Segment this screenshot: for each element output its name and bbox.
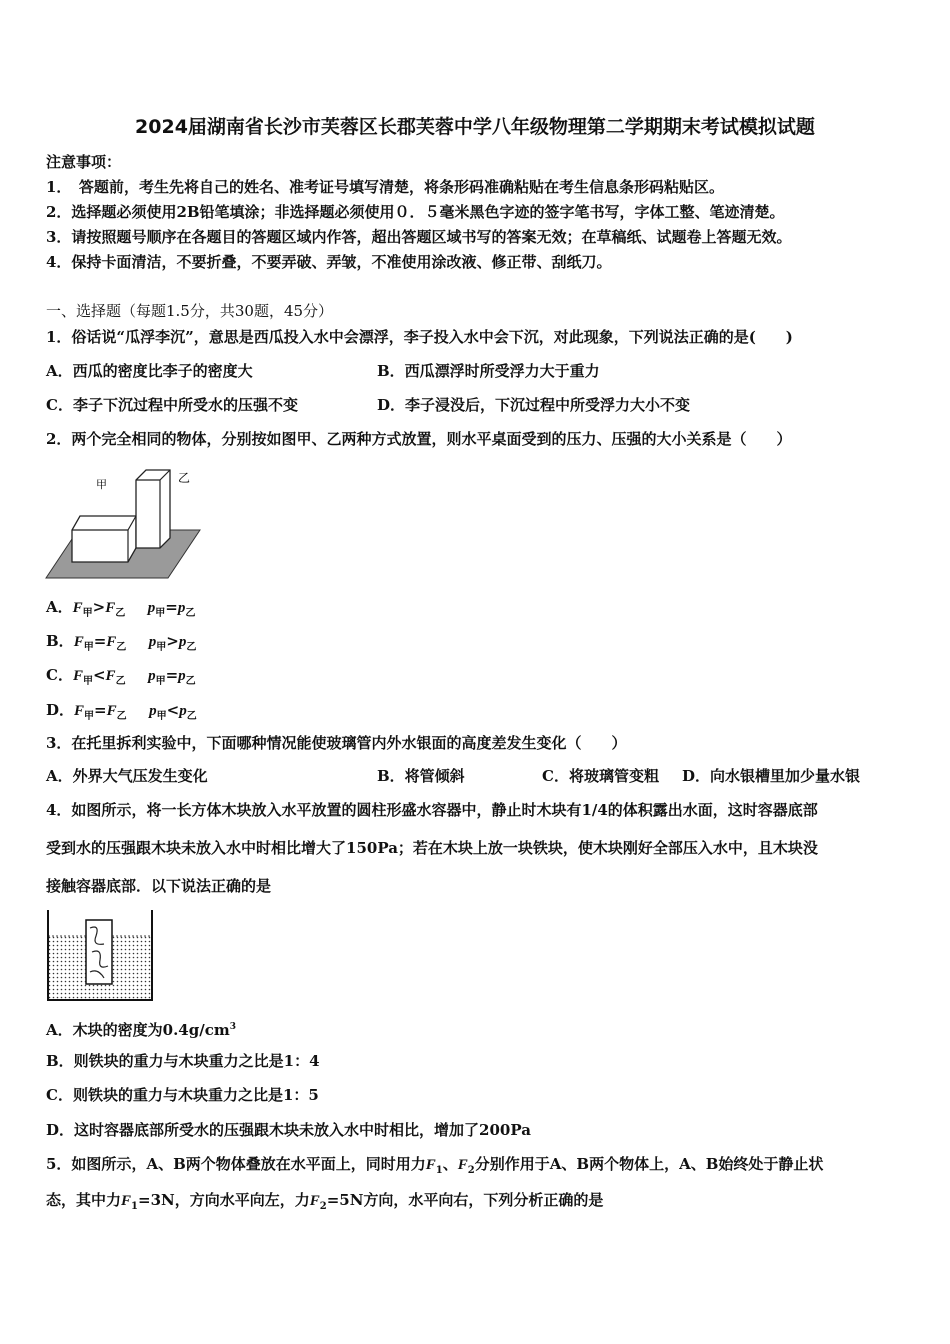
q2-option-b: B．$F_甲=F_乙$ $p_甲>p_乙$ [46,632,197,653]
q4-option-d: D．这时容器底部所受水的压强跟木块未放入水中时相比，增加了200Pa [46,1121,531,1139]
q4-option-a: A．木块的密度为$0.4g/cm^3$ [46,1021,236,1039]
q3-option-a: A．外界大气压发生变化 [46,767,208,785]
q1-option-b: B．西瓜漂浮时所受浮力大于重力 [377,362,600,380]
q1-option-a: A．西瓜的密度比李子的密度大 [46,362,253,380]
q3-option-d: D．向水银槽里加少量水银 [682,767,861,785]
notice-item: 2．选择题必须使用2B铅笔填涂；非选择题必须使用０．５毫米黑色字迹的签字笔书写，字体工整、笔迹清楚。 [46,203,785,221]
section-heading: 一、选择题（每题1.5分，共30题，45分） [46,302,334,320]
notice-heading: 注意事项： [46,153,122,171]
q2-figure [44,466,204,582]
q2-option-d: D．$F_甲=F_乙$ $p_甲<p_乙$ [46,701,197,722]
q1-option-c: C．李子下沉过程中所受水的压强不变 [46,396,298,414]
q4-figure [44,908,158,1004]
q4-option-c: C．则铁块的重力与木块重力之比是1：5 [46,1086,319,1104]
q2-option-a: A．$F_甲>F_乙$ $p_甲=p_乙$ [46,598,196,619]
notice-item: 1． 答题前，考生先将自己的姓名、准考证号填写清楚，将条形码准确粘贴在考生信息条形码粘贴区。 [46,178,724,196]
q1-option-d: D．李子浸没后，下沉过程中所受浮力大小不变 [377,396,691,414]
q4-stem-line1: 4．如图所示，将一长方体木块放入水平放置的圆柱形盛水容器中，静止时木块有1/4的体积露出水面，这时容器底部 [46,801,818,819]
q4-stem-line3: 接触容器底部．以下说法正确的是 [46,877,272,895]
q4-stem-line2: 受到水的压强跟木块未放入水中时相比增大了150Pa；若在木块上放一块铁块，使木块刚好全部压入水中，且木块没 [46,839,818,857]
q2-stem: 2．两个完全相同的物体，分别按如图甲、乙两种方式放置，则水平桌面受到的压力、压强的大小关系是（ ） [46,430,792,448]
q5-stem-line2: 态，其中力$F_1=3N$，方向水平向左，力$F_2=5N$方向，水平向右，下列分析正确的是 [46,1191,604,1212]
q4-option-b: B．则铁块的重力与木块重力之比是1：4 [46,1052,320,1070]
q1-stem: 1．俗话说“瓜浮李沉”，意思是西瓜投入水中会漂浮，李子投入水中会下沉，对此现象，下列说法正确的是( ) [46,328,793,346]
q3-stem: 3．在托里拆利实验中，下面哪种情况能使玻璃管内外水银面的高度差发生变化（ ） [46,734,627,752]
q5-stem-line1: 5．如图所示，A、B两个物体叠放在水平面上，同时用力$F_1$、$F_2$分别作用于A、B两个物体上，A、B始终处于静止状 [46,1155,824,1176]
q3-option-c: C．将玻璃管变粗 [542,767,659,785]
block-jia [72,516,136,562]
q2-option-c: C．$F_甲<F_乙$ $p_甲=p_乙$ [46,666,196,687]
notice-item: 4．保持卡面清洁，不要折叠，不要弄破、弄皱，不准使用涂改液、修正带、刮纸刀。 [46,253,612,271]
notice-item: 3．请按照题号顺序在各题目的答题区域内作答，超出答题区域书写的答案无效；在草稿纸、试题卷上答题无效。 [46,228,792,246]
q3-option-b: B．将管倾斜 [377,767,465,785]
block-yi [136,470,170,548]
label-jia: 甲 [96,478,107,491]
page-title: 2024届湖南省长沙市芙蓉区长郡芙蓉中学八年级物理第二学期期末考试模拟试题 [135,116,815,138]
label-yi: 乙 [178,471,191,485]
